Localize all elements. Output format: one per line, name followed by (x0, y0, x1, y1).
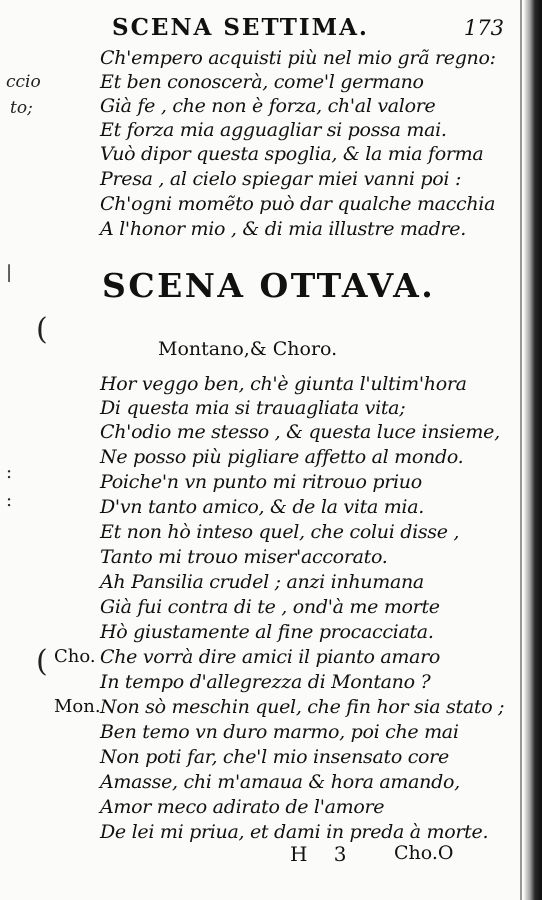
verse-line: Ah Pansilia crudel ; anzi inhumana (100, 571, 424, 593)
verse-line: Presa , al cielo spiegar miei vanni poi : (100, 168, 462, 190)
scene-characters: Montano,& Choro. (158, 338, 338, 360)
verse-line: Et non hò inteso quel, che colui disse , (100, 521, 460, 543)
verse-line: Ch'empero acquisti più nel mio grã regno: (100, 47, 496, 69)
facing-page-bleed (0, 0, 48, 900)
verse-line: Amor meco adirato de l'amore (100, 796, 385, 818)
verse-line: Vuò dipor questa spoglia, & la mia forma (100, 143, 484, 165)
page-footer (290, 842, 490, 872)
bleed-mark: : (6, 490, 13, 511)
verse-line: De lei mi priua, et dami in preda à morte. (100, 821, 489, 843)
verse-line: Ben temo vn duro marmo, poi che mai (100, 721, 459, 743)
verse-line: Di questa mia si trauagliata vita; (100, 397, 406, 419)
verse-line: Non sò meschin quel, che fin hor sia stato ; (100, 696, 505, 718)
verse-line: Et ben conoscerà, come'l germano (100, 71, 424, 93)
signature-mark: H 3 (290, 842, 357, 866)
speaker-label: Mon. (54, 696, 101, 717)
bleed-text-2: to; (10, 98, 33, 118)
bleed-mark: | (6, 262, 13, 283)
verse-line: Già fui contra di te , ond'à me morte (100, 596, 440, 618)
running-head: SCENA SETTIMA. (112, 14, 369, 41)
verse-line: Et forza mia agguagliar si possa mai. (100, 119, 447, 141)
verse-line: Già fe , che non è forza, ch'al valore (100, 95, 436, 117)
gutter-shadow-line (520, 0, 522, 900)
verse-line: Ne posso più pigliare affetto al mondo. (100, 446, 464, 468)
verse-line: Non poti far, che'l mio insensato core (100, 746, 449, 768)
verse-line: A l'honor mio , & di mia illustre madre. (100, 218, 466, 240)
verse-line: Che vorrà dire amici il pianto amaro (100, 646, 441, 668)
bleed-text-1: ccio (6, 72, 41, 92)
page-number: 173 (463, 16, 504, 40)
verse-line: Hor veggo ben, ch'è giunta l'ultim'hora (100, 373, 467, 395)
verse-line: Ch'odio me stesso , & questa luce insieme, (100, 421, 500, 443)
bleed-mark: : (6, 462, 13, 483)
verse-line: In tempo d'allegrezza di Montano ? (100, 671, 431, 693)
verse-line: Poiche'n vn punto mi ritrouo priuo (100, 471, 422, 493)
speaker-label: Cho. (54, 646, 96, 667)
verse-line: Amasse, chi m'amaua & hora amando, (100, 771, 460, 793)
verse-line: Tanto mi trouo miser'accorato. (100, 546, 388, 568)
verse-line: Hò giustamente al fine procacciata. (100, 621, 434, 643)
verse-line: D'vn tanto amico, & de la vita mia. (100, 496, 424, 518)
page-header (112, 14, 512, 44)
verse-line: Ch'ogni momẽto può dar qualche macchia (100, 193, 496, 215)
catchword: Cho.O (394, 842, 454, 864)
bleed-mark: ( (36, 312, 48, 347)
bleed-mark: ( (36, 644, 48, 679)
scene-heading: SCENA OTTAVA. (102, 266, 436, 305)
binding-gutter (524, 0, 542, 900)
